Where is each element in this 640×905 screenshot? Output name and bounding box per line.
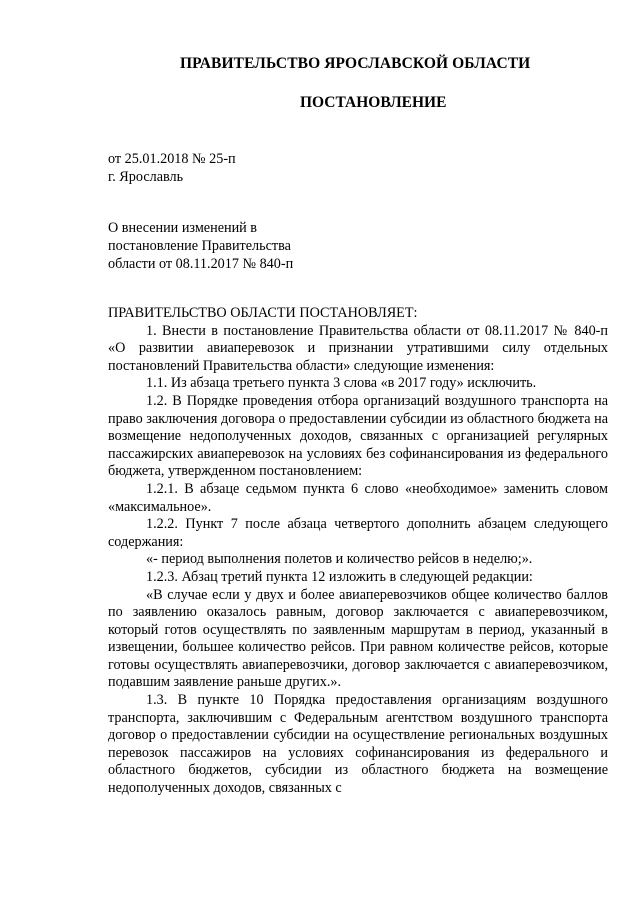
paragraph-1-2: 1.2. В Порядке проведения отбора организаций воздушного транспорта на право заключения договора о предоставлении субсидии из областного бюджета на возмещение недополученных доходов, связанных с организацией регулярных пассажирских авиаперевозок на условиях без софинансирования из федерального бюджета, утвержденном постановлением: [108, 392, 608, 480]
paragraph-1-1: 1.1. Из абзаца третьего пункта 3 слова «в 2017 году» исключить. [146, 375, 537, 392]
decree-statement: ПРАВИТЕЛЬСТВО ОБЛАСТИ ПОСТАНОВЛЯЕТ: [108, 305, 418, 321]
subject-line-1: О внесении изменений в [108, 220, 258, 236]
document-type-title: ПОСТАНОВЛЕНИЕ [300, 94, 447, 111]
paragraph-1-2-2-quote: «- период выполнения полетов и количество рейсов в неделю;». [146, 551, 533, 568]
paragraph-1-2-3-quote: «В случае если у двух и более авиаперевозчиков общее количество баллов по заявлению оказалось равным, договор заключается с авиаперевозчиком, который готов осуществлять по заявленным маршрутам в период, указанный в извещении, большее количество рейсов. При равном количестве рейсов, которые готовы осуществлять авиаперевозчики, договор заключается с авиаперевозчиком, подавшим заявление раньше других.». [108, 586, 608, 691]
date-number: от 25.01.2018 № 25-п [108, 151, 236, 167]
subject-line-3: области от 08.11.2017 № 840-п [108, 256, 294, 272]
government-title: ПРАВИТЕЛЬСТВО ЯРОСЛАВСКОЙ ОБЛАСТИ [180, 55, 531, 72]
paragraph-1-2-1: 1.2.1. В абзаце седьмом пункта 6 слово «необходимое» заменить словом «максимальное». [108, 480, 608, 515]
document-body [108, 305, 608, 798]
paragraph-1-2-3: 1.2.3. Абзац третий пункта 12 изложить в следующей редакции: [146, 568, 533, 585]
subject-line-2: постановление Правительства [108, 238, 291, 254]
document-meta [108, 150, 236, 186]
paragraph-1-3: 1.3. В пункте 10 Порядка предоставления организациям воздушного транспорта, заключившим с Федеральным агентством воздушного транспорта договор о предоставлении субсидии на осуществление региональных воздушных перевозок пассажиров на условиях софинансирования из федерального и областного бюджетов, субсидии из областного бюджета на возмещение недополученных доходов, связанных с [108, 692, 608, 797]
paragraph-1: 1. Внести в постановление Правительства области от 08.11.2017 № 840-п «О развитии авиаперевозок и признании утратившими силу отдельных постановлений Правительства области» следующие изменения: [108, 322, 608, 374]
city: г. Ярославль [108, 169, 184, 185]
document-subject [108, 219, 293, 273]
paragraph-1-2-2: 1.2.2. Пункт 7 после абзаца четвертого дополнить абзацем следующего содержания: [108, 516, 608, 550]
